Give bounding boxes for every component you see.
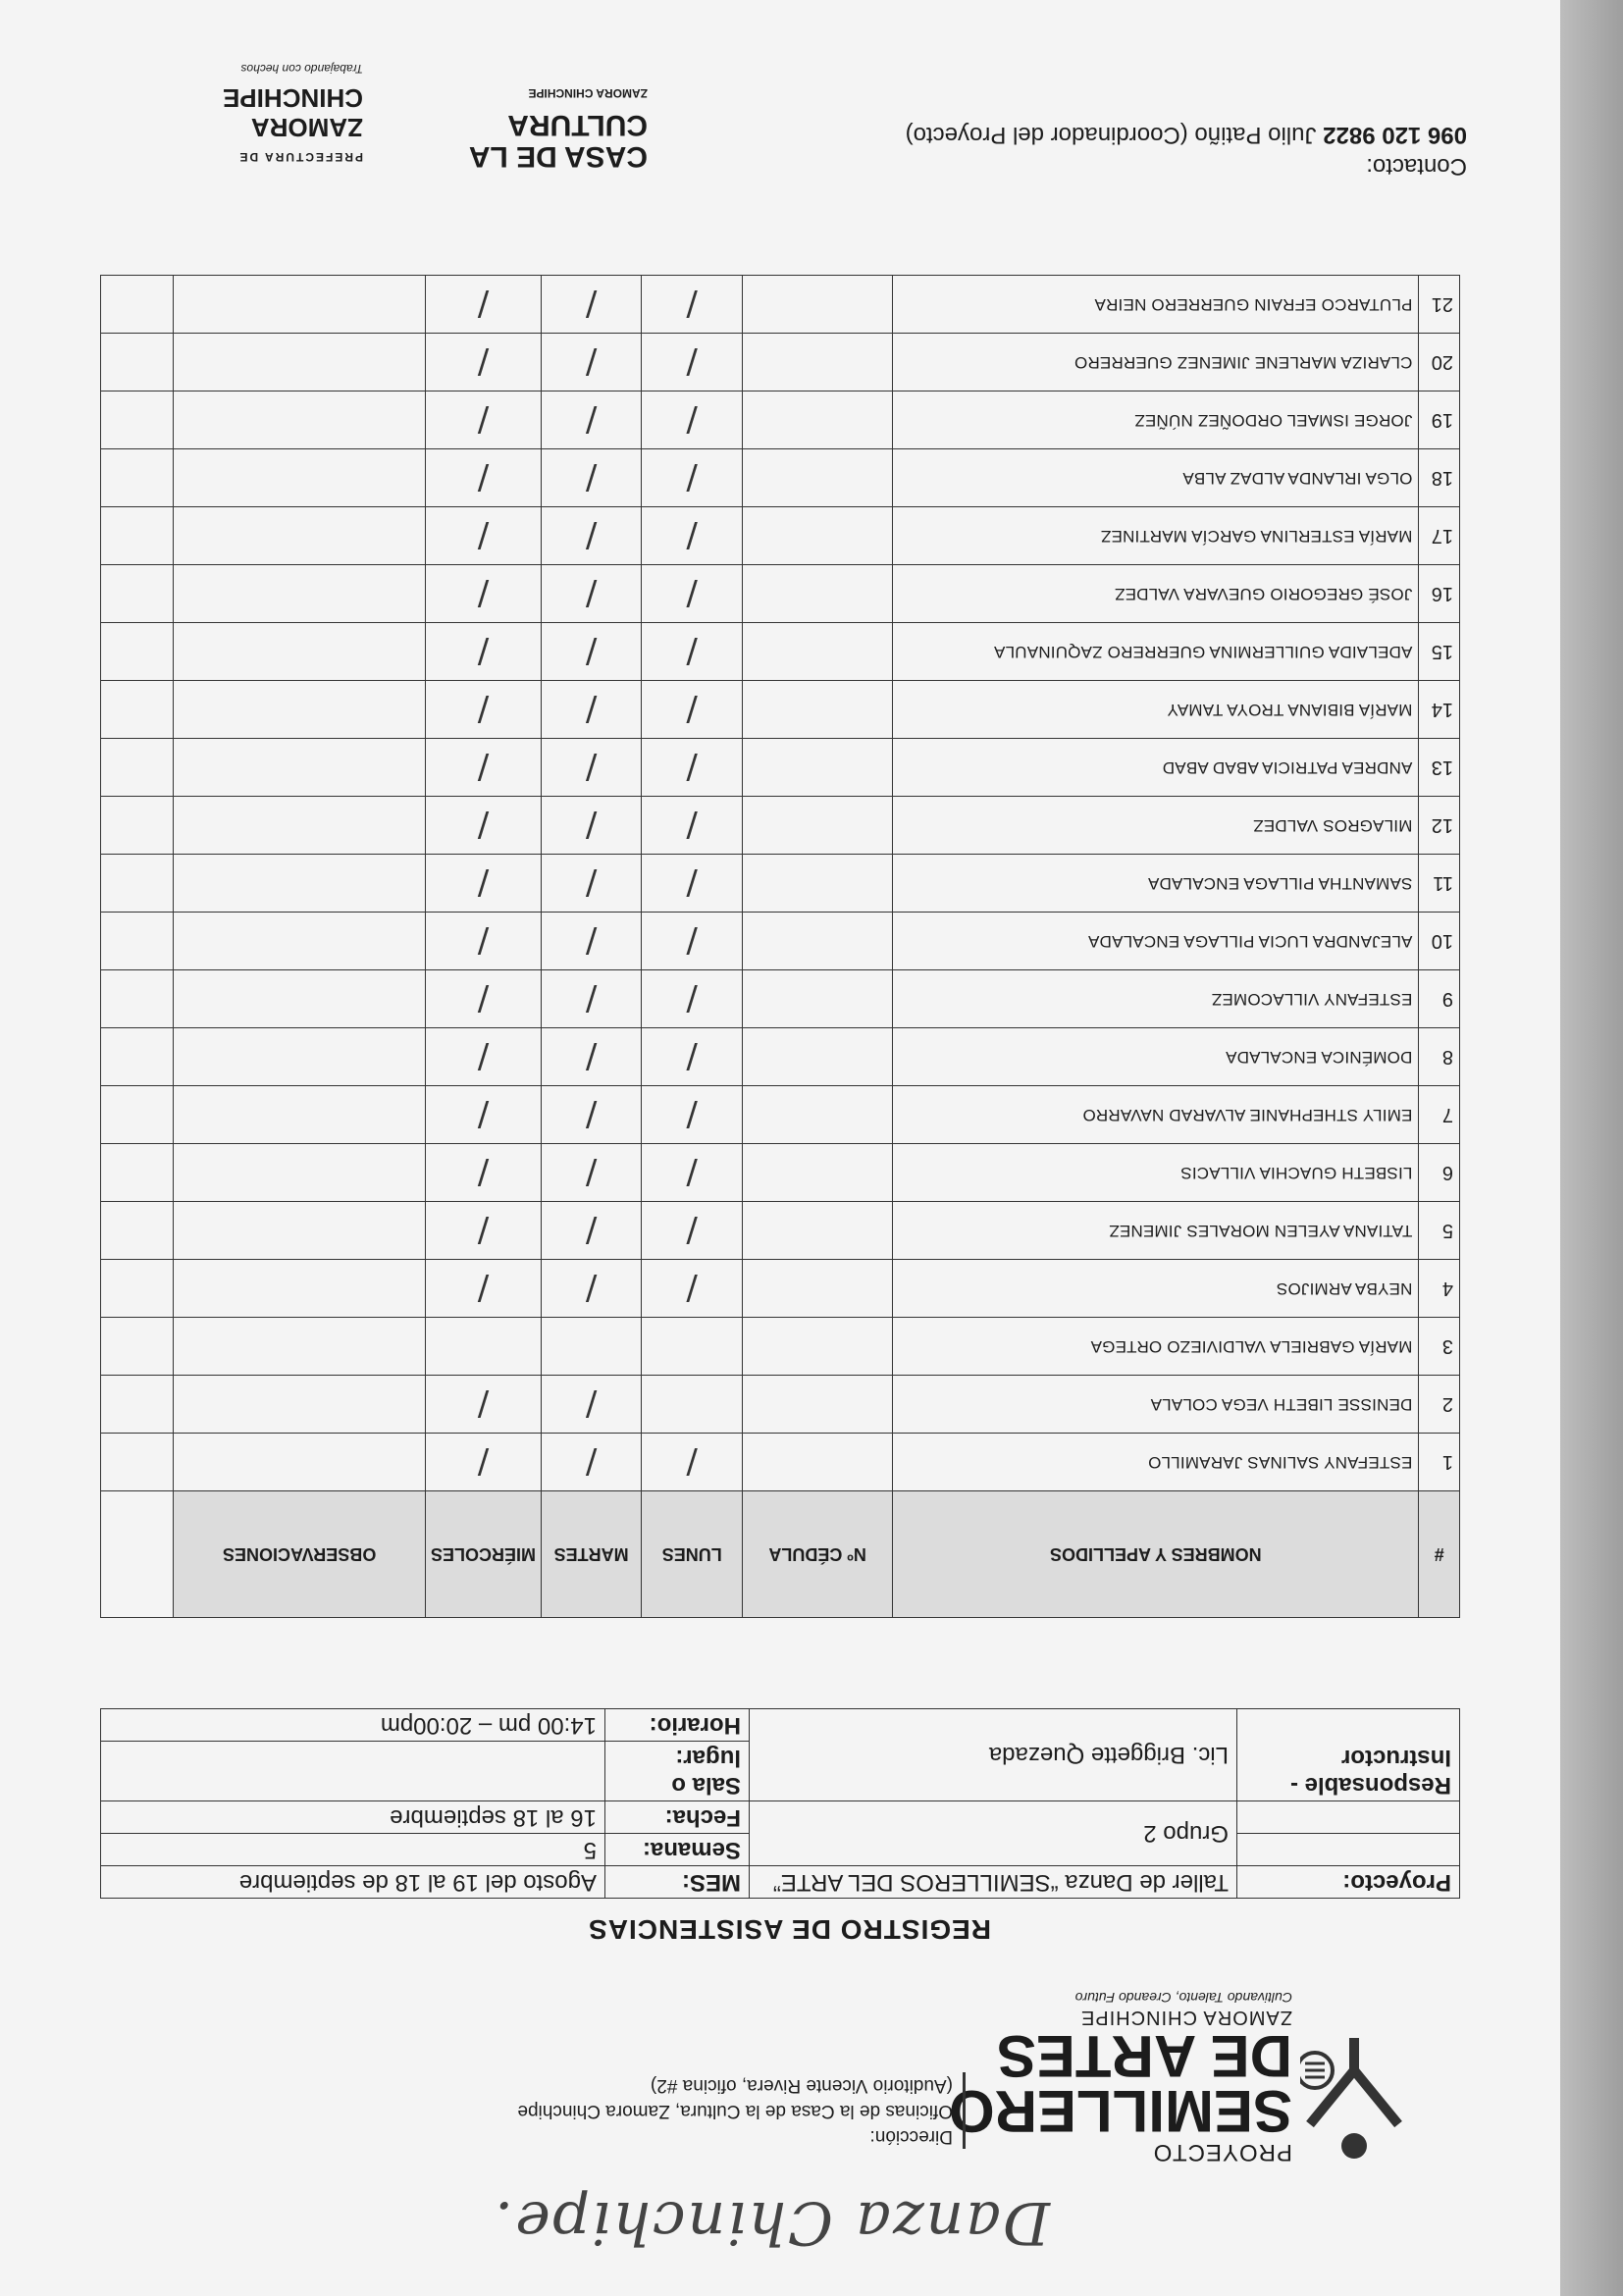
header-cedula: Nº CÉDULA xyxy=(742,1491,892,1618)
table-row xyxy=(101,739,1460,797)
miercoles-mark: / xyxy=(426,681,542,739)
miercoles-mark: / xyxy=(426,623,542,681)
martes-mark: / xyxy=(541,913,642,970)
observaciones-cell xyxy=(174,855,426,913)
footer-logos xyxy=(108,64,648,172)
student-name: MARÍA BIBIANA TROYA TAMAY xyxy=(893,681,1419,739)
extra-cell xyxy=(101,1202,174,1260)
mes-label: MES: xyxy=(605,1866,750,1899)
martes-mark: / xyxy=(541,1144,642,1202)
header-extra xyxy=(101,1491,174,1618)
cedula-cell xyxy=(742,623,892,681)
martes-mark: / xyxy=(541,1376,642,1434)
miercoles-mark: / xyxy=(426,913,542,970)
student-name: TATIANA AYELEN MORALES JIMENEZ xyxy=(893,1202,1419,1260)
observaciones-cell xyxy=(174,449,426,507)
row-number: 19 xyxy=(1419,391,1460,449)
martes-mark: / xyxy=(541,739,642,797)
extra-cell xyxy=(101,391,174,449)
martes-mark: / xyxy=(541,623,642,681)
row-number: 12 xyxy=(1419,797,1460,855)
martes-mark: / xyxy=(541,681,642,739)
observaciones-cell xyxy=(174,276,426,334)
martes-mark: / xyxy=(541,797,642,855)
lunes-mark: / xyxy=(642,1434,743,1491)
extra-cell xyxy=(101,623,174,681)
row-number: 1 xyxy=(1419,1434,1460,1491)
extra-cell xyxy=(101,334,174,391)
martes-mark: / xyxy=(541,855,642,913)
table-row xyxy=(101,1086,1460,1144)
student-name: ESTEFANY SALINAS JARAMILLO xyxy=(893,1434,1419,1491)
casa-sub: ZAMORA CHINCHIPE xyxy=(528,86,648,100)
horario-value: 14:00 pm – 20:00pm xyxy=(101,1709,605,1742)
cedula-cell xyxy=(742,1028,892,1086)
row-number: 13 xyxy=(1419,739,1460,797)
martes-mark: / xyxy=(541,449,642,507)
extra-cell xyxy=(101,565,174,623)
student-name: ADELAIDA GUILLERMINA GUERRERO ZAQUINAULA xyxy=(893,623,1419,681)
attendance-table xyxy=(100,275,1460,1618)
martes-mark xyxy=(541,1318,642,1376)
observaciones-cell xyxy=(174,1376,426,1434)
cedula-cell xyxy=(742,739,892,797)
row-number: 7 xyxy=(1419,1086,1460,1144)
cedula-cell xyxy=(742,1202,892,1260)
extra-cell xyxy=(101,681,174,739)
row-number: 4 xyxy=(1419,1260,1460,1318)
student-name: SAMANTHA PILLAGA ENCALADA xyxy=(893,855,1419,913)
martes-mark: / xyxy=(541,970,642,1028)
student-name: JOSÉ GREGORIO GUEVARA VALDEZ xyxy=(893,565,1419,623)
table-row xyxy=(101,565,1460,623)
row-number: 15 xyxy=(1419,623,1460,681)
miercoles-mark: / xyxy=(426,797,542,855)
lunes-mark: / xyxy=(642,913,743,970)
extra-cell xyxy=(101,970,174,1028)
header-obs: OBSERVACIONES xyxy=(174,1491,426,1618)
mes-value: Agosto del 19 al 18 de septiembre xyxy=(101,1866,605,1899)
cedula-cell xyxy=(742,913,892,970)
extra-cell xyxy=(101,797,174,855)
observaciones-cell xyxy=(174,1434,426,1491)
lunes-mark: / xyxy=(642,797,743,855)
cedula-cell xyxy=(742,1434,892,1491)
pref-slogan: Trabajando con hechos xyxy=(240,62,363,76)
table-row xyxy=(101,391,1460,449)
casa-cultura-logo xyxy=(469,78,648,172)
cedula-cell xyxy=(742,1260,892,1318)
logo-small-label: PROYECTO xyxy=(1152,2139,1292,2166)
miercoles-mark: / xyxy=(426,334,542,391)
miercoles-mark: / xyxy=(426,276,542,334)
lunes-mark: / xyxy=(642,623,743,681)
table-row xyxy=(101,1202,1460,1260)
miercoles-mark xyxy=(426,1318,542,1376)
semillero-logo xyxy=(948,1990,1408,2173)
extra-cell xyxy=(101,913,174,970)
row-number: 18 xyxy=(1419,449,1460,507)
extra-cell xyxy=(101,1376,174,1434)
row-number: 8 xyxy=(1419,1028,1460,1086)
lunes-mark: / xyxy=(642,276,743,334)
martes-mark: / xyxy=(541,334,642,391)
lugar-value xyxy=(101,1742,605,1801)
martes-mark: / xyxy=(541,276,642,334)
extra-cell xyxy=(101,1144,174,1202)
observaciones-cell xyxy=(174,1144,426,1202)
cedula-cell xyxy=(742,276,892,334)
miercoles-mark: / xyxy=(426,970,542,1028)
student-name: JORGE ISMAEL ORDOÑEZ NÚÑEZ xyxy=(893,391,1419,449)
horario-label: Horario: xyxy=(605,1709,750,1742)
logo-line1: SEMILLERO xyxy=(948,2078,1292,2144)
empty-cell xyxy=(1237,1801,1460,1834)
observaciones-cell xyxy=(174,334,426,391)
observaciones-cell xyxy=(174,623,426,681)
table-row xyxy=(101,970,1460,1028)
martes-mark: / xyxy=(541,391,642,449)
observaciones-cell xyxy=(174,1086,426,1144)
header-lunes: LUNES xyxy=(642,1491,743,1618)
row-number: 10 xyxy=(1419,913,1460,970)
logo-line2: DE ARTES xyxy=(996,2023,1292,2089)
address-label: Dirección: xyxy=(869,2126,953,2147)
logo-slogan: Cultivando Talento, Creando Futuro xyxy=(1074,1990,1292,2006)
extra-cell xyxy=(101,1028,174,1086)
martes-mark: / xyxy=(541,507,642,565)
contact-number: 096 120 9822 xyxy=(1323,122,1467,148)
extra-cell xyxy=(101,276,174,334)
cedula-cell xyxy=(742,507,892,565)
student-name: LISBETH GUACHIA VILLACIS xyxy=(893,1144,1419,1202)
proyecto-label: Proyecto: xyxy=(1237,1866,1460,1899)
address-line1: Oficinas de la Casa de la Cultura, Zamora Chinchipe xyxy=(517,2101,953,2121)
prefectura-logo xyxy=(223,54,363,172)
lunes-mark: / xyxy=(642,855,743,913)
martes-mark: / xyxy=(541,1202,642,1260)
martes-mark: / xyxy=(541,1434,642,1491)
student-name: ESTEFANY VILLACOMEZ xyxy=(893,970,1419,1028)
lunes-mark xyxy=(642,1376,743,1434)
observaciones-cell xyxy=(174,1028,426,1086)
lunes-mark: / xyxy=(642,507,743,565)
miercoles-mark: / xyxy=(426,855,542,913)
extra-cell xyxy=(101,1434,174,1491)
row-number: 11 xyxy=(1419,855,1460,913)
table-row xyxy=(101,507,1460,565)
table-row xyxy=(101,1144,1460,1202)
cedula-cell xyxy=(742,565,892,623)
table-row xyxy=(101,276,1460,334)
document-title: REGISTRO DE ASISTENCIAS xyxy=(588,1914,991,1945)
cedula-cell xyxy=(742,797,892,855)
handwritten-note: Danza Chinchipe. xyxy=(493,2188,1050,2257)
observaciones-cell xyxy=(174,507,426,565)
contact-person: Julio Patiño (Coordinador del Proyecto) xyxy=(905,122,1317,148)
cedula-cell xyxy=(742,1376,892,1434)
miercoles-mark: / xyxy=(426,1260,542,1318)
pref-small: PREFECTURA DE xyxy=(237,150,363,164)
table-row xyxy=(101,1434,1460,1491)
lunes-mark xyxy=(642,1318,743,1376)
fecha-value: 16 al 18 septiembre xyxy=(101,1801,605,1834)
student-name: MILAGROS VALDEZ xyxy=(893,797,1419,855)
casa-line2: CULTURA xyxy=(507,109,648,141)
observaciones-cell xyxy=(174,797,426,855)
lunes-mark: / xyxy=(642,565,743,623)
semana-label: Semana: xyxy=(605,1834,750,1866)
header-martes: MARTES xyxy=(541,1491,642,1618)
lunes-mark: / xyxy=(642,391,743,449)
lunes-mark: / xyxy=(642,1202,743,1260)
table-row xyxy=(101,449,1460,507)
extra-cell xyxy=(101,1318,174,1376)
student-name: MARÍA ESTERLINA GARCÍA MARTINEZ xyxy=(893,507,1419,565)
cedula-cell xyxy=(742,1144,892,1202)
contact-label: Contacto: xyxy=(1366,153,1467,180)
responsable-value: Lic. Briggette Quezada xyxy=(750,1709,1237,1801)
table-row xyxy=(101,913,1460,970)
miercoles-mark: / xyxy=(426,1202,542,1260)
contact-block xyxy=(906,119,1467,182)
extra-cell xyxy=(101,739,174,797)
cedula-cell xyxy=(742,391,892,449)
miercoles-mark: / xyxy=(426,1376,542,1434)
martes-mark: / xyxy=(541,565,642,623)
header-num: # xyxy=(1419,1491,1460,1618)
observaciones-cell xyxy=(174,1260,426,1318)
table-row xyxy=(101,797,1460,855)
miercoles-mark: / xyxy=(426,1434,542,1491)
row-number: 3 xyxy=(1419,1318,1460,1376)
project-info-table xyxy=(100,1708,1460,1899)
lunes-mark: / xyxy=(642,449,743,507)
extra-cell xyxy=(101,449,174,507)
martes-mark: / xyxy=(541,1028,642,1086)
cedula-cell xyxy=(742,1086,892,1144)
lunes-mark: / xyxy=(642,739,743,797)
lunes-mark: / xyxy=(642,1260,743,1318)
student-name: DOMÉNICA ENCALADA xyxy=(893,1028,1419,1086)
lugar-label: Sala o lugar: xyxy=(605,1742,750,1801)
miercoles-mark: / xyxy=(426,739,542,797)
lunes-mark: / xyxy=(642,681,743,739)
miercoles-mark: / xyxy=(426,1144,542,1202)
martes-mark: / xyxy=(541,1260,642,1318)
student-name: OLGA IRLANDA ALDAZ ALBA xyxy=(893,449,1419,507)
miercoles-mark: / xyxy=(426,391,542,449)
student-name: NEYBA ARMIJOS xyxy=(893,1260,1419,1318)
cedula-cell xyxy=(742,449,892,507)
row-number: 2 xyxy=(1419,1376,1460,1434)
lunes-mark: / xyxy=(642,1144,743,1202)
semana-value: 5 xyxy=(101,1834,605,1866)
header-miercoles: MIÉRCOLES xyxy=(426,1491,542,1618)
miercoles-mark: / xyxy=(426,1086,542,1144)
proyecto-value: Taller de Danza “SEMILLEROS DEL ARTE” xyxy=(750,1866,1237,1899)
responsable-label: Responsable - Instructor xyxy=(1237,1709,1460,1801)
lunes-mark: / xyxy=(642,1028,743,1086)
lunes-mark: / xyxy=(642,334,743,391)
table-row xyxy=(101,855,1460,913)
table-row xyxy=(101,1318,1460,1376)
observaciones-cell xyxy=(174,1318,426,1376)
cedula-cell xyxy=(742,855,892,913)
row-number: 16 xyxy=(1419,565,1460,623)
cedula-cell xyxy=(742,1318,892,1376)
observaciones-cell xyxy=(174,1202,426,1260)
miercoles-mark: / xyxy=(426,565,542,623)
student-name: PLUTARCO EFRAIN GUERRERO NEIRA xyxy=(893,276,1419,334)
observaciones-cell xyxy=(174,739,426,797)
pref-line2: CHINCHIPE xyxy=(222,83,363,113)
student-name: DENISSE LIBETH VEGA COLALA xyxy=(893,1376,1419,1434)
table-row xyxy=(101,681,1460,739)
table-row xyxy=(101,1260,1460,1318)
address-line2: (Auditorio Vicente Rivera, oficina #2) xyxy=(650,2075,953,2096)
row-number: 5 xyxy=(1419,1202,1460,1260)
address-block xyxy=(517,2072,966,2149)
casa-line1: CASA DE LA xyxy=(468,140,648,173)
row-number: 14 xyxy=(1419,681,1460,739)
scanner-edge xyxy=(1560,0,1623,2296)
miercoles-mark: / xyxy=(426,449,542,507)
empty-cell xyxy=(1237,1834,1460,1866)
cedula-cell xyxy=(742,970,892,1028)
row-number: 9 xyxy=(1419,970,1460,1028)
extra-cell xyxy=(101,1260,174,1318)
row-number: 6 xyxy=(1419,1144,1460,1202)
row-number: 21 xyxy=(1419,276,1460,334)
header-name: NOMBRES Y APELLIDOS xyxy=(893,1491,1419,1618)
miercoles-mark: / xyxy=(426,507,542,565)
student-name: ANDREA PATRICIA ABAD ABAD xyxy=(893,739,1419,797)
student-name: MARÍA GABRIELA VALDIVIEZO ORTEGA xyxy=(893,1318,1419,1376)
dancer-figure-icon xyxy=(1300,2036,1408,2164)
student-name: EMILY STHEPHANIE ALVARAD NAVARRO xyxy=(893,1086,1419,1144)
lunes-mark: / xyxy=(642,1086,743,1144)
extra-cell xyxy=(101,855,174,913)
miercoles-mark: / xyxy=(426,1028,542,1086)
extra-cell xyxy=(101,507,174,565)
logo-region: ZAMORA CHINCHIPE xyxy=(1079,2007,1292,2028)
observaciones-cell xyxy=(174,391,426,449)
observaciones-cell xyxy=(174,970,426,1028)
row-number: 20 xyxy=(1419,334,1460,391)
table-row xyxy=(101,623,1460,681)
student-name: CLARIZA MARLENE JIMENEZ GUERRERO xyxy=(893,334,1419,391)
lunes-mark: / xyxy=(642,970,743,1028)
table-row xyxy=(101,1028,1460,1086)
cedula-cell xyxy=(742,681,892,739)
extra-cell xyxy=(101,1086,174,1144)
cedula-cell xyxy=(742,334,892,391)
table-row xyxy=(101,334,1460,391)
observaciones-cell xyxy=(174,681,426,739)
martes-mark: / xyxy=(541,1086,642,1144)
observaciones-cell xyxy=(174,565,426,623)
table-row xyxy=(101,1376,1460,1434)
observaciones-cell xyxy=(174,913,426,970)
fecha-label: Fecha: xyxy=(605,1801,750,1834)
row-number: 17 xyxy=(1419,507,1460,565)
pref-line1: ZAMORA xyxy=(250,113,363,142)
student-name: ALEJANDRA LUCIA PILLAGA ENCALADA xyxy=(893,913,1419,970)
grupo-value: Grupo 2 xyxy=(750,1801,1237,1866)
